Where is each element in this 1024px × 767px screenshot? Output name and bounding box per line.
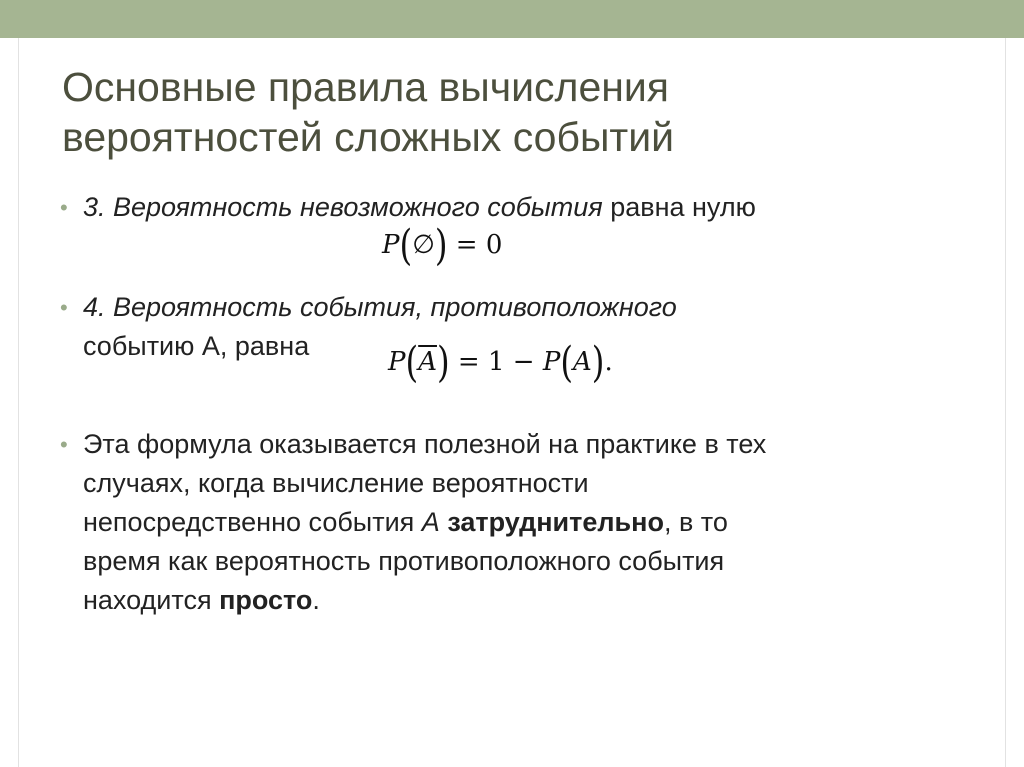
bullet-dot: • [60,295,68,320]
rule-3-italic: 3. Вероятность невозможного события [83,192,603,222]
emphasis-simple: просто [219,585,313,615]
bullet-formula-usefulness [60,425,960,620]
emphasis-difficult: затруднительно [447,507,664,537]
formula-empty-set: P(∅) = 0 [382,220,503,270]
para-line-1: Эта формула оказывается полезной на практике в тех [83,429,767,459]
para-line-4: время как вероятность противоположного события [83,546,725,576]
para-line-5: находится просто. [83,585,320,615]
bullet-dot: • [60,432,68,457]
formula-complement: $P(\overline{A}) = 1 - P(A)$. [388,337,613,387]
rule-3-rest: равна нулю [602,192,756,222]
bullet-dot: • [60,195,68,220]
slide-title [62,62,962,162]
rule-4-italic: 4. Вероятность события, противоположного [83,292,677,322]
rule-4-line2: событию А, равна [83,331,310,361]
bullet-impossible-event [60,188,960,227]
top-accent-bar [0,0,1024,38]
title-line-1: Основные правила вычисления [62,64,670,110]
title-line-2: вероятностей сложных событий [62,114,675,160]
para-line-3: непосредственно события А затруднительно, в то [83,507,728,537]
para-line-2: случаях, когда вычисление вероятности [83,468,589,498]
